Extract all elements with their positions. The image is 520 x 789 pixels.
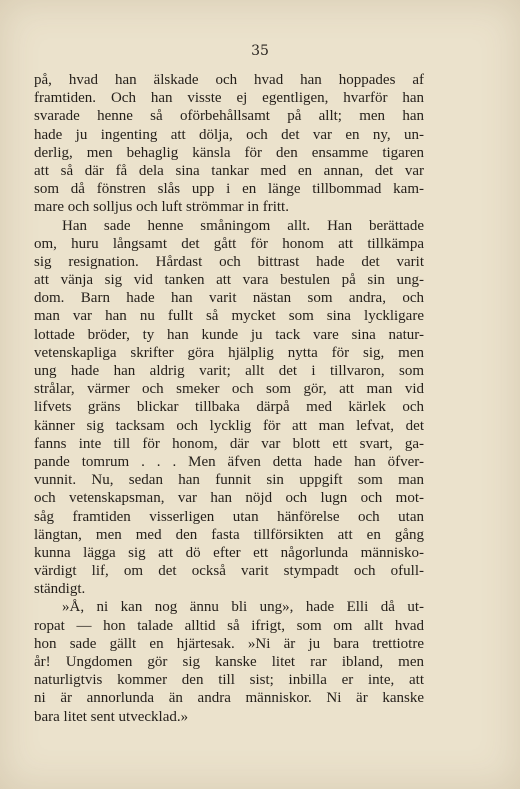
- text-line: som då fönstren slås upp i en länge tillbommad kam-: [34, 181, 424, 198]
- paragraph: [34, 71, 424, 217]
- text-line: år! Ungdomen gör sig kanske litet rar ibland, men: [34, 654, 424, 670]
- text-line: mare och solljus och luft strömmar in fritt.: [34, 199, 289, 216]
- page-number: 35: [251, 43, 269, 59]
- text-line: man var han nu fullt så mycket som sina lyckligare: [34, 308, 424, 325]
- text-line: derlig, men behaglig känsla för den ensamme tigaren: [34, 144, 424, 161]
- text-line: fanns inte till för honom, där var blott ett svart, ga-: [34, 435, 424, 452]
- text-line: dom. Barn hade han varit nästan som andra, och: [34, 290, 424, 307]
- paragraph: [34, 598, 424, 725]
- text-line: framtiden. Och han visste ej egentligen, hvarför han: [34, 90, 424, 107]
- text-line: att vänja sig vid tanken att vara bestulen på sin ung-: [34, 272, 424, 289]
- text-line: och vetenskapsman, var han nöjd och lugn och mot-: [34, 490, 424, 507]
- text-line: på, hvad han älskade och hvad han hoppades af: [34, 72, 424, 88]
- text-line: Han sade henne småningom allt. Han berättade: [62, 217, 424, 234]
- text-line: »Å, ni kan nog ännu bli ung», hade Elli då ut-: [62, 599, 424, 616]
- text-line: lifvets gräns blickar tillbaka därpå med kärlek och: [34, 399, 424, 416]
- paragraph: [34, 217, 424, 599]
- text-line: såg framtiden visserligen utan hänförelse och utan: [34, 508, 424, 525]
- text-line: bara litet sent utvecklad.»: [34, 708, 189, 725]
- body-text: [34, 71, 424, 726]
- text-line: vetenskapliga skrifter göra hjälplig nytta för sig, men: [34, 344, 424, 361]
- text-line: kunna lägga sig att dö efter ett någorlunda människo-: [34, 544, 424, 561]
- text-line: ropat — hon talade alltid så ifrigt, som om allt hvad: [34, 617, 424, 634]
- text-line: ständigt.: [34, 581, 86, 598]
- text-line: strålar, värmer och smeker och som gör, att man vid: [34, 381, 424, 398]
- text-line: längtan, men med den fasta tillförsikten att en gång: [34, 526, 424, 543]
- text-line: känner sig tacksam och lycklig för att man lefvat, det: [34, 417, 424, 434]
- text-line: hon sade gällt en hjärtesak. »Ni är ju bara trettiotre: [34, 635, 424, 652]
- text-line: ni är annorlunda än andra människor. Ni är kanske: [34, 690, 424, 707]
- text-line: pande tomrum . . . Men äfven detta hade han öfver-: [34, 453, 424, 470]
- text-line: svarade henne så oförbehållsamt på allt; men han: [34, 108, 424, 125]
- text-line: vunnit. Nu, sedan han funnit sin uppgift som man: [34, 472, 424, 489]
- text-line: hade ju ingenting att dölja, och det var en ny, un-: [34, 126, 424, 143]
- text-line: ung hade han aldrig varit; allt det i tillvaron, som: [34, 363, 424, 379]
- text-line: naturligtvis kommer den till sist; inbilla er inte, att: [34, 672, 424, 689]
- text-line: att så där få dela sina tankar med en annan, det var: [34, 162, 424, 179]
- text-line: lottade bröder, ty han kunde ju tack vare sina natur-: [34, 326, 424, 343]
- text-line: om, huru långsamt det gått för honom att tillkämpa: [34, 235, 424, 252]
- text-line: sig resignation. Hårdast och bittrast hade det varit: [34, 253, 424, 270]
- text-line: värdigt lif, om det också varit stympadt och ofull-: [34, 563, 424, 580]
